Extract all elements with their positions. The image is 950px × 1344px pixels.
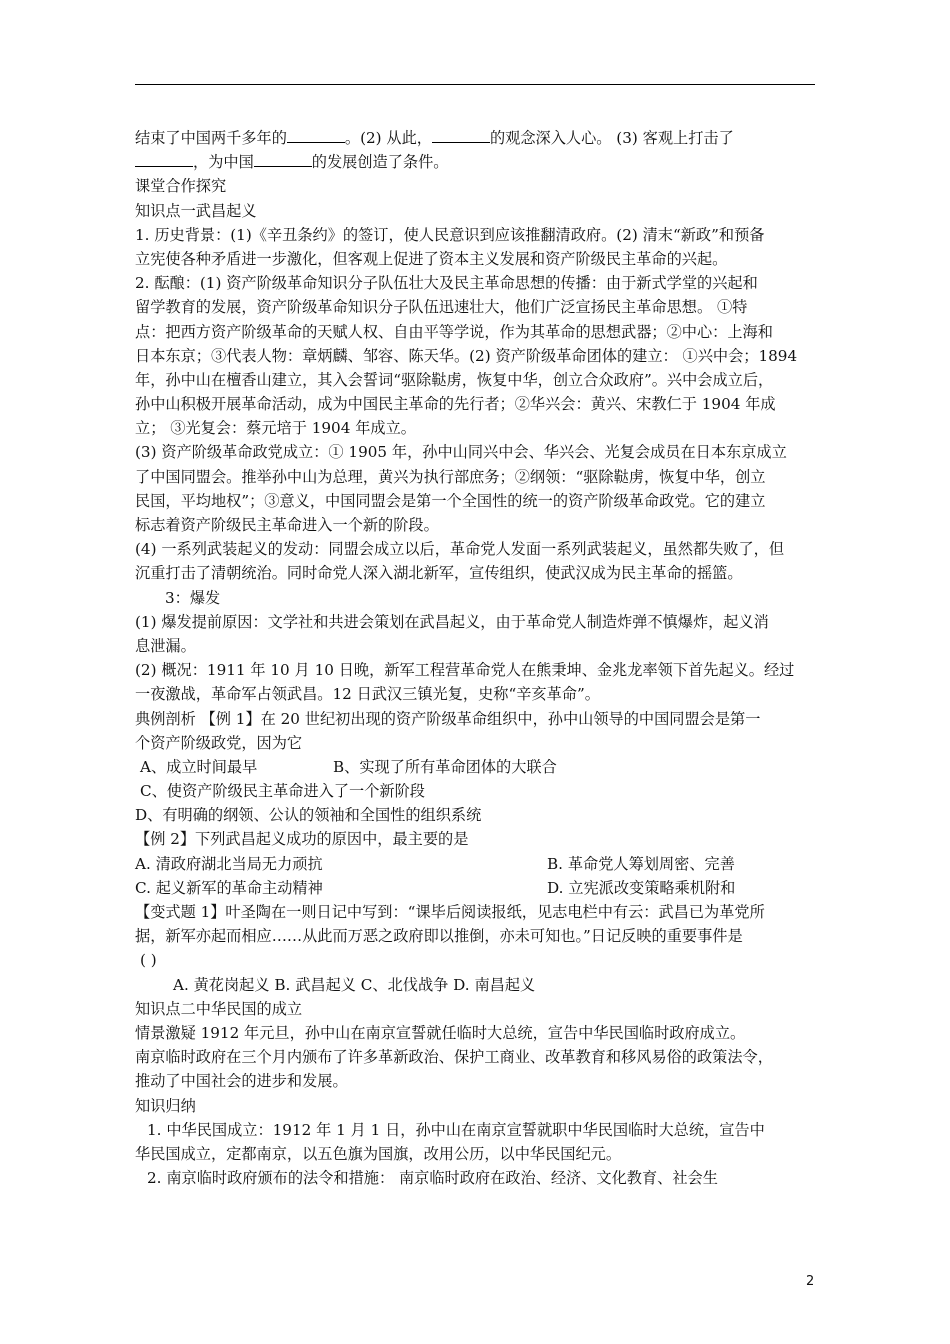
- option-b: B、实现了所有革命团体的大联合: [333, 757, 557, 776]
- option-a: A. 清政府湖北当局无力顽抗: [135, 854, 323, 873]
- example-question: 【例 2】下列武昌起义成功的原因中，最主要的是: [135, 830, 469, 849]
- text-line: 结束了中国两千多年的 。(2) 从此， 的观念深入人心。 (3) 客观上打击了: [135, 129, 734, 147]
- option-row: A. 黄花岗起义 B. 武昌起义 C、北伐战争 D. 南昌起义: [173, 975, 536, 994]
- text-line: 立宪使各种矛盾进一步激化，但客观上促进了资本主义发展和资产阶级民主革命的兴起。: [135, 249, 728, 268]
- text-line: 沉重打击了清朝统治。同时命党人深入湖北新军，宣传组织，使武汉成为民主革命的摇篮。: [135, 564, 743, 583]
- option-row: [135, 876, 825, 900]
- text-line: (4) 一系列武装起义的发动：同盟会成立以后，革命党人发面一系列武装起义，虽然都失败了，但: [135, 540, 785, 559]
- option-row: [135, 852, 825, 876]
- option-c: C、使资产阶级民主革命进入了一个新阶段: [140, 782, 425, 801]
- document-body: [135, 126, 825, 1190]
- answer-bracket: ( ): [140, 951, 157, 970]
- text-line: 情景激疑 1912 年元旦，孙中山在南京宣誓就任临时大总统，宣告中华民国临时政府成立。: [135, 1023, 746, 1042]
- text-line: 孙中山积极开展革命活动，成为中国民主革命的先行者；②华兴会：黄兴、宋教仁于 1904 年成: [135, 395, 776, 414]
- example-question: 典例剖析 【例 1】在 20 世纪初出现的资产阶级革命组织中，孙中山领导的中国同盟会是第一: [135, 709, 761, 728]
- option-d: D. 立宪派改变策略乘机附和: [547, 878, 736, 897]
- variant-question: 【变式题 1】叶圣陶在一则日记中写到：“课毕后阅读报纸，见志电栏中有云：武昌已为革党所: [135, 903, 765, 921]
- text-line: 民国，平均地权”；③意义，中国同盟会是第一个全国性的统一的资产阶级革命政党。它的建立: [135, 491, 766, 510]
- text-line: 据，新军亦起而相应……从此而万恶之政府即以推倒，亦未可知也。”日记反映的重要事件是: [135, 927, 743, 946]
- text-line: 标志着资产阶级民主革命进入一个新的阶段。: [135, 516, 439, 534]
- text-line: 3：爆发: [165, 588, 221, 607]
- text-line: 个资产阶级政党，因为它: [135, 733, 303, 752]
- text-line: 2. 酝酿：(1) 资产阶级革命知识分子队伍壮大及民主革命思想的传播：由于新式学堂的兴起和: [135, 274, 758, 293]
- text-line: 留学教育的发展，资产阶级革命知识分子队伍迅速壮大，他们广泛宣扬民主革命思想。 ①特: [135, 298, 748, 317]
- text-line: 2. 南京临时政府颁布的法令和措施： 南京临时政府在政治、经济、文化教育、社会生: [147, 1169, 718, 1188]
- option-c: C. 起义新军的革命主动精神: [135, 878, 323, 897]
- text-line: 南京临时政府在三个月内颁布了许多革新政治、保护工商业、改革教育和移风易俗的政策法令，: [135, 1048, 773, 1067]
- text-line: 年，孙中山在檀香山建立，其入会誓词“驱除鞑虏，恢复中华，创立合众政府”。兴中会成立后，: [135, 370, 774, 389]
- section-heading: 课堂合作探究: [135, 177, 227, 196]
- header-rule: [135, 84, 815, 85]
- text-line: ，为中国 的发展创造了条件。: [135, 150, 825, 174]
- option-d: D、有明确的纲领、公认的领袖和全国性的组织系统: [135, 806, 482, 825]
- option-b: B. 革命党人筹划周密、完善: [547, 854, 735, 873]
- text-line: 1. 中华民国成立：1912 年 1 月 1 日，孙中山在南京宣誓就职中华民国临时大总统，宣告中: [147, 1120, 765, 1139]
- text-line: (2) 概况：1911 年 10 月 10 日晚，新军工程营革命党人在熊秉坤、金兆龙率领下首先起义。经过: [135, 661, 795, 680]
- option-a: A、成立时间最早: [140, 757, 258, 776]
- text-line: 日本东京；③代表人物：章炳麟、邹容、陈天华。(2) 资产阶级革命团体的建立： ①兴中会；1894: [135, 346, 798, 365]
- section-heading: 知识点二中华民国的成立: [135, 999, 303, 1018]
- text-line: 1. 历史背景：(1)《辛丑条约》的签订，使人民意识到应该推翻清政府。(2) 清末“新政”和预备: [135, 225, 765, 244]
- fill-blank[interactable]: [135, 152, 193, 167]
- section-heading: 知识点一武昌起义: [135, 201, 257, 220]
- text-line: 立； ③光复会：蔡元培于 1904 年成立。: [135, 419, 416, 438]
- fill-blank[interactable]: [254, 152, 312, 167]
- text-line: 息泄漏。: [135, 636, 196, 655]
- section-heading: 知识归纳: [135, 1096, 196, 1115]
- text-line: (1) 爆发提前原因：文学社和共进会策划在武昌起义，由于革命党人制造炸弹不慎爆炸，起义消: [135, 612, 769, 631]
- text-line: 推动了中国社会的进步和发展。: [135, 1072, 348, 1091]
- page-number: 2: [806, 1274, 815, 1289]
- option-row: [135, 755, 825, 779]
- text-line: 了中国同盟会。推举孙中山为总理，黄兴为执行部庶务；②纲领：“驱除鞑虏，恢复中华，创立: [135, 467, 766, 486]
- text-line: 点：把西方资产阶级革命的天赋人权、自由平等学说，作为其革命的思想武器；②中心：上海和: [135, 322, 773, 341]
- text-line: (3) 资产阶级革命政党成立：① 1905 年，孙中山同兴中会、华兴会、光复会成员在日本东京成立: [135, 443, 787, 462]
- text-line: 一夜激战，革命军占领武昌。12 日武汉三镇光复，史称“辛亥革命”。: [135, 685, 600, 704]
- fill-blank[interactable]: [432, 128, 490, 143]
- text-line: 华民国成立，定都南京，以五色旗为国旗，改用公历，以中华民国纪元。: [135, 1144, 621, 1163]
- fill-blank[interactable]: [287, 128, 345, 143]
